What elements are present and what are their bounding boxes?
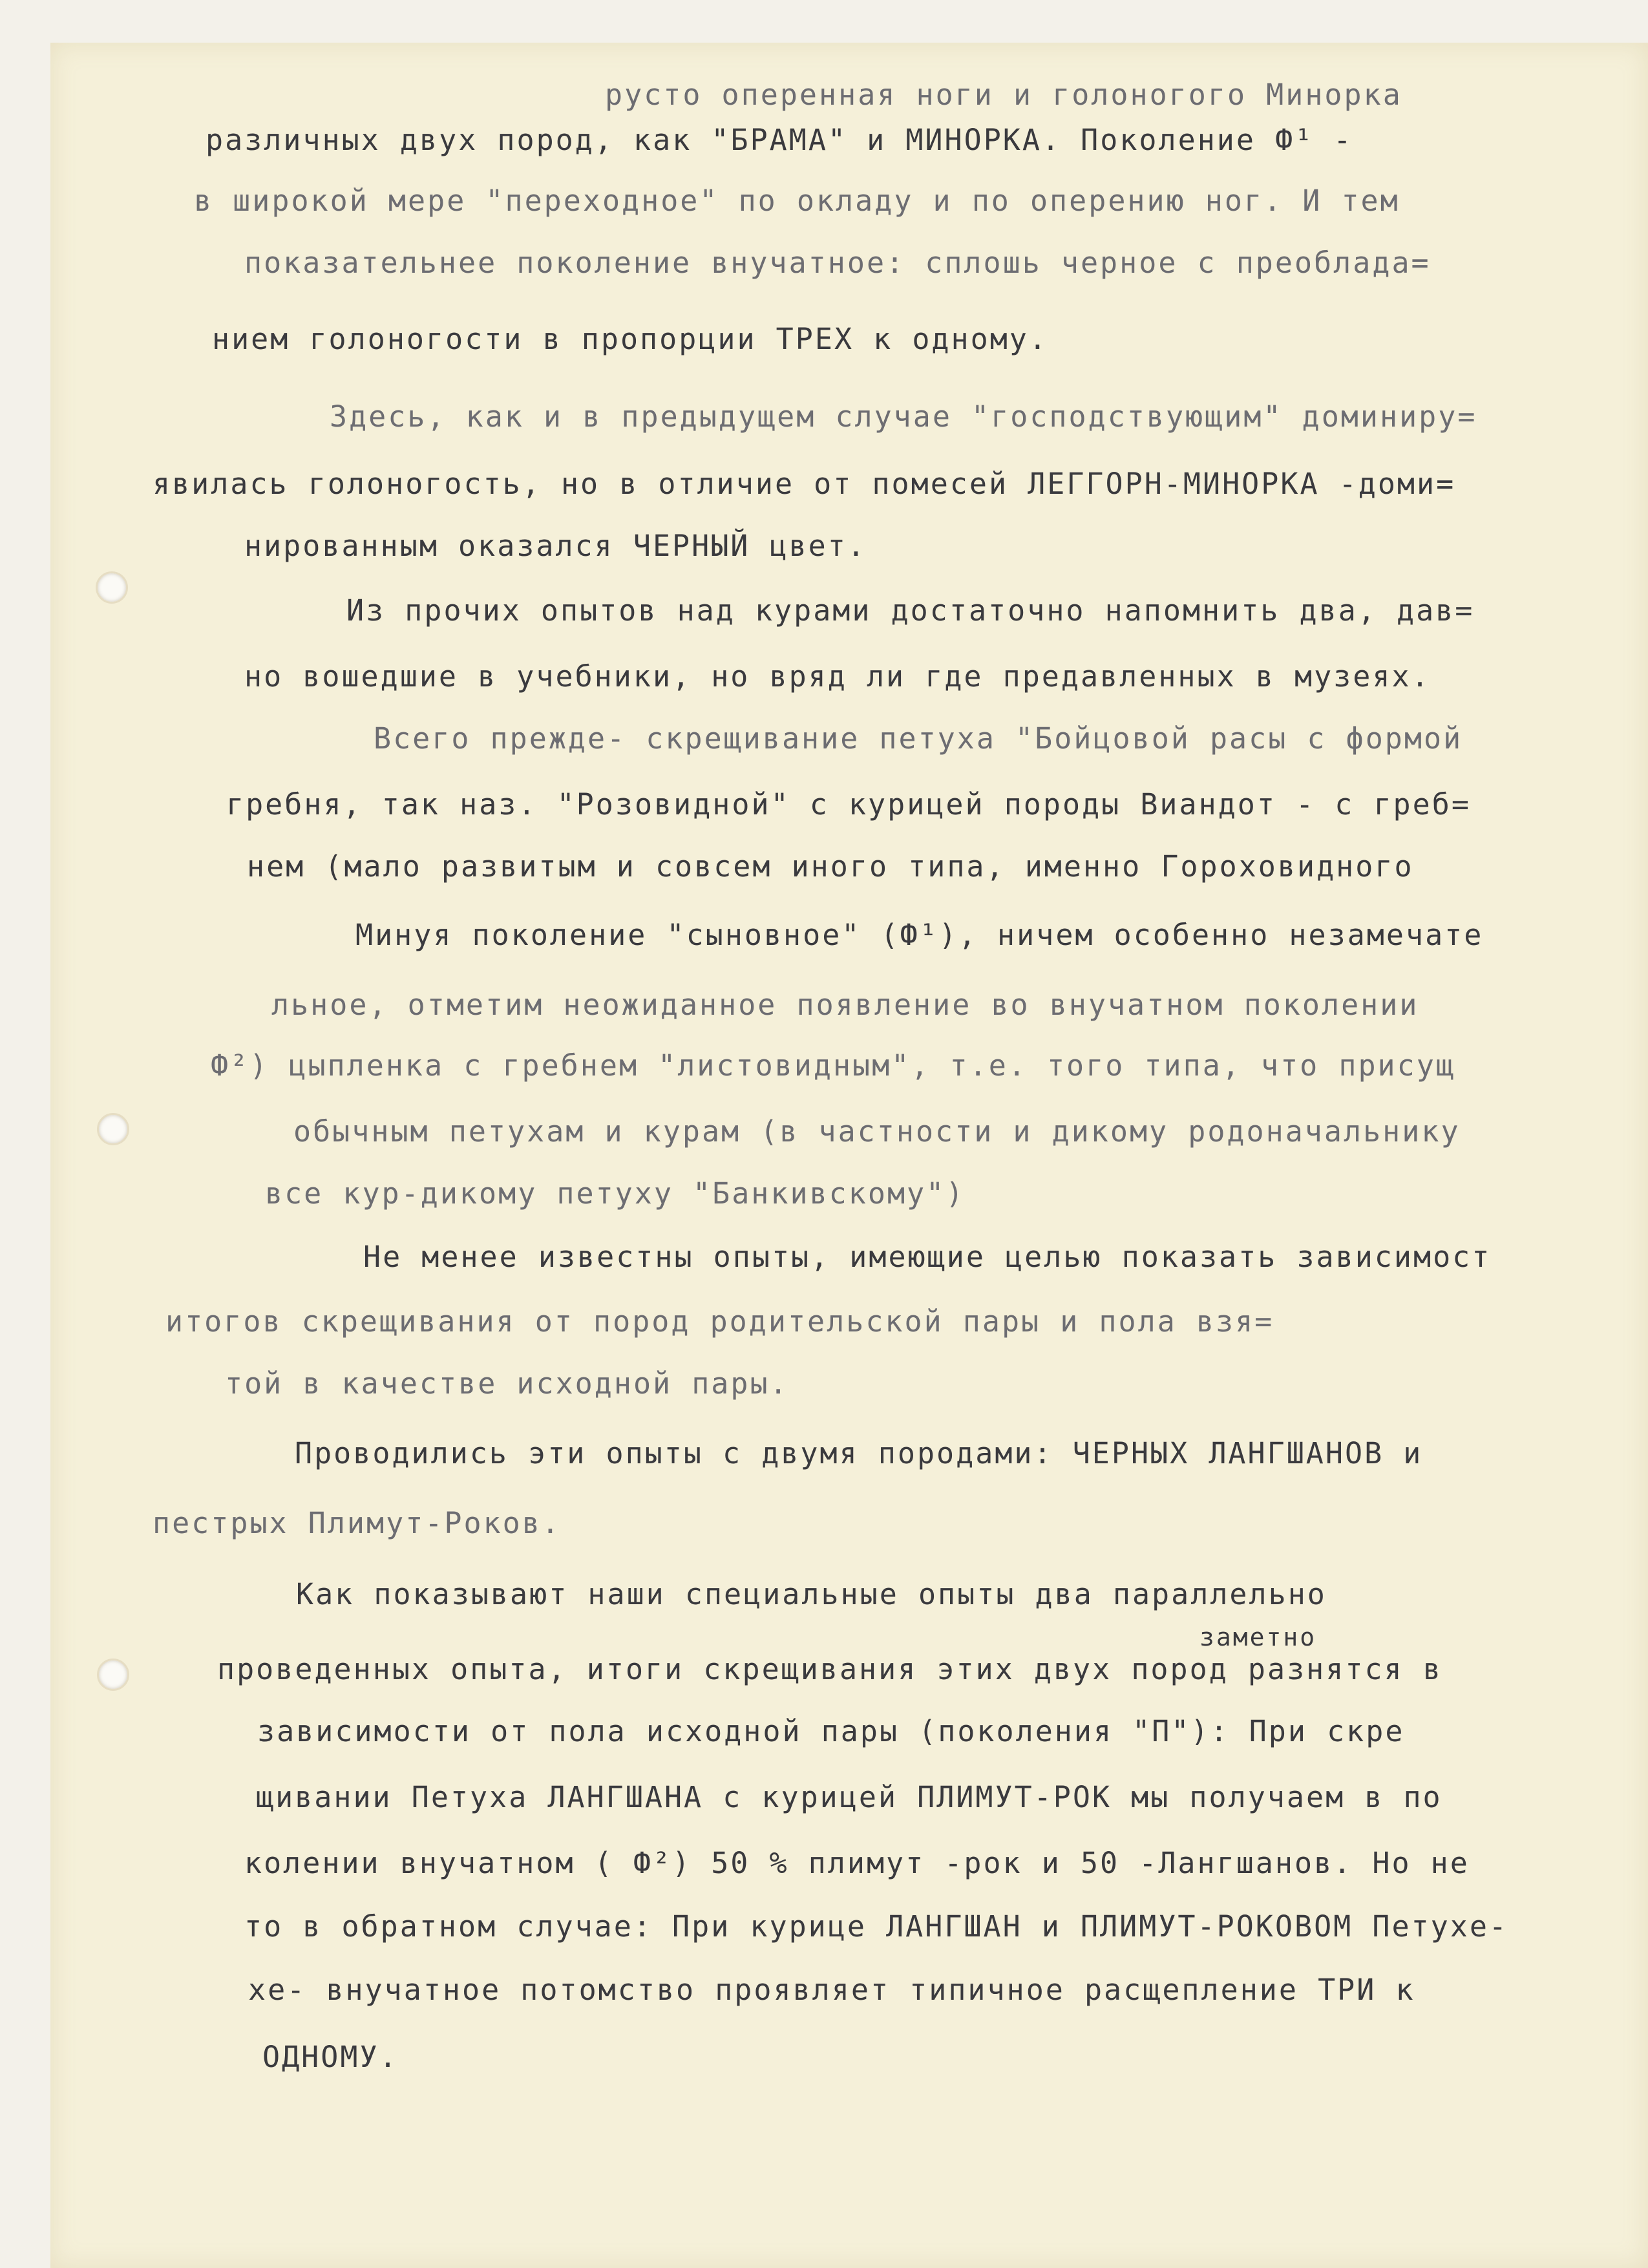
- text-line: Проводились эти опыты с двумя породами: ЧЕРНЫХ ЛАНГШАНОВ и: [295, 1436, 1423, 1470]
- typewritten-page: [50, 43, 1648, 2268]
- interlinear-note: заметно: [1199, 1623, 1317, 1651]
- text-line: нем (мало развитым и совсем иного типа, именно Гороховидного: [247, 849, 1414, 884]
- punch-hole: [97, 1113, 129, 1145]
- text-line: ОДНОМУ.: [262, 2040, 399, 2074]
- text-line: щивании Петуха ЛАНГШАНА с курицей ПЛИМУТ-РОК мы получаем в по: [256, 1780, 1442, 1814]
- text-line: Не менее известны опыты, имеющие целью показать зависимост: [363, 1240, 1492, 1274]
- text-line: гребня, так наз. "Розовидной" с курицей породы Виандот - с греб=: [226, 787, 1471, 821]
- text-line: хе- внучатное потомство проявляет типичное расщепление ТРИ к: [248, 1973, 1415, 2007]
- text-line: нированным оказался ЧЕРНЫЙ цвет.: [244, 529, 867, 563]
- text-line: зависимости от пола исходной пары (поколения "П"): При скре: [257, 1714, 1405, 1748]
- text-line: пестрых Плимут-Роков.: [153, 1506, 561, 1540]
- text-line: но вошедшие в учебники, но вряд ли где предавленных в музеях.: [244, 659, 1431, 694]
- text-line: русто оперенная ноги и голоногого Минорка: [605, 78, 1402, 112]
- punch-hole: [96, 571, 128, 604]
- text-line: льное, отметим неожиданное появление во внучатном поколении: [271, 988, 1419, 1022]
- text-line: Из прочих опытов над курами достаточно напомнить два, дав=: [346, 593, 1475, 628]
- text-line: Как показывают наши специальные опыты два параллельно: [296, 1577, 1327, 1611]
- text-line: обычным петухам и курам (в частности и дикому родоначальнику: [293, 1114, 1461, 1149]
- text-line: проведенных опыта, итоги скрещивания этих двух пород разнятся в: [217, 1652, 1442, 1686]
- text-line: то в обратном случае: При курице ЛАНГШАН и ПЛИМУТ-РОКОВОМ Петухе-: [244, 1909, 1508, 1944]
- text-line: нием голоногости в пропорции ТРЕХ к одному.: [212, 322, 1048, 356]
- text-line: все кур-дикому петуху "Банкивскому"): [265, 1176, 966, 1211]
- text-line: колении внучатном ( Ф²) 50 % плимут -рок и 50 -Лангшанов. Но не: [244, 1846, 1470, 1880]
- text-line: в широкой мере "переходное" по окладу и по оперению ног. И тем: [194, 184, 1400, 218]
- punch-hole: [97, 1659, 129, 1691]
- text-line: Здесь, как и в предыдущем случае "господствующим" доминиру=: [330, 399, 1477, 434]
- text-line: различных двух пород, как "БРАМА" и МИНОРКА. Поколение Ф¹ -: [206, 123, 1353, 157]
- text-line: итогов скрещивания от пород родительской пары и пола взя=: [165, 1304, 1274, 1339]
- text-line: Минуя поколение "сыновное" (Ф¹), ничем особенно незамечате: [355, 918, 1484, 952]
- text-line: Ф²) цыпленка с гребнем "листовидным", т.е. того типа, что присущ: [211, 1048, 1455, 1083]
- text-line: той в качестве исходной пары.: [225, 1366, 789, 1401]
- text-line: показательнее поколение внучатное: сплошь черное с преоблада=: [244, 246, 1431, 280]
- text-line: явилась голоногость, но в отличие от помесей ЛЕГГОРН-МИНОРКА -доми=: [153, 467, 1456, 501]
- text-line: Всего прежде- скрещивание петуха "Бойцовой расы с формой: [374, 721, 1463, 756]
